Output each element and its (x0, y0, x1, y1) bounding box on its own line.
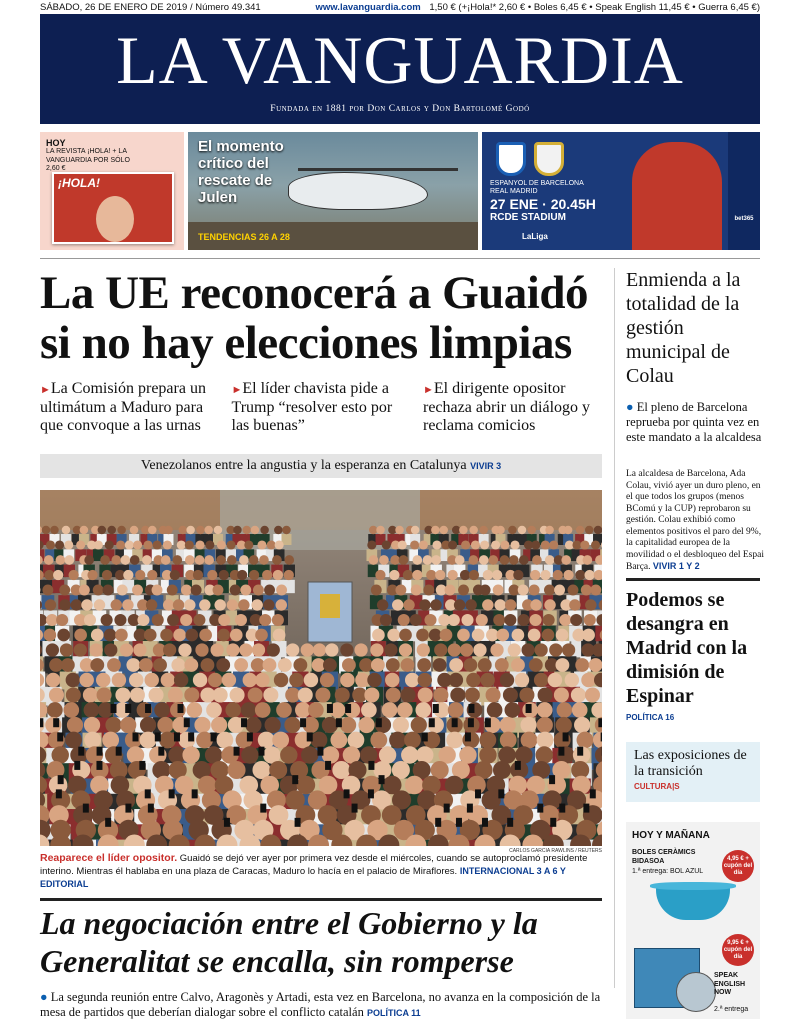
site-url[interactable]: www.lavanguardia.com (315, 1, 421, 13)
column-rule (614, 268, 615, 988)
match-date: 27 ENE · 20.45H (490, 196, 596, 212)
caption-lead: Reaparece el líder opositor. (40, 852, 178, 864)
crowd-photo-svg (40, 490, 602, 846)
photo-caption (40, 852, 602, 891)
second-text (40, 990, 602, 1019)
colau-body (626, 469, 764, 574)
offer2-sub: 2.ª entrega (714, 1006, 749, 1013)
issue-date: SÁBADO, 26 DE ENERO DE 2019 / Número 49.341 (40, 1, 261, 13)
promo-julen-title: El momento crítico del rescate de Julen (198, 138, 284, 206)
offers-box[interactable] (626, 822, 760, 1019)
divider (40, 258, 760, 259)
sponsor-strip (728, 132, 760, 250)
laliga-logo: LaLiga (522, 232, 548, 241)
second-body: La segunda reunión entre Calvo, Aragonès y Artadi, esta vez en Barcelona, no avanza en la composición de la mesa de partidos que deberían dialogar sobre el conflicto catalán (40, 990, 601, 1019)
cover-portrait (96, 196, 134, 242)
colau-headline[interactable]: Enmienda a la totalidad de la gestión municipal de Colau (626, 269, 741, 387)
podemos-headline[interactable]: Podemos se desangra en Madrid con la dimisión de Espinar (626, 589, 748, 707)
lead-bullet-text: El dirigente opositor rechaza abrir un diálogo y reclama comicios (423, 380, 591, 434)
exposiciones-headline: Las exposiciones de la transición (634, 748, 747, 779)
lead-bullet-text: El líder chavista pide a Trump “resolver esto por las buenas” (231, 380, 393, 434)
colau-body-text: La alcaldesa de Barcelona, Ada Colau, vivió ayer un duro pleno, en el que todos los grupos (menos BComú y la CUP) reprobaron su gestión. Colau exhibió como elementos positivos el paro del 9%, la capitalidad europea de la movilidad o el desbloqueo del Espai Barça. (626, 469, 764, 572)
founded-line: Fundada en 1881 por Don Carlos y Don Bartolomé Godó (270, 104, 530, 114)
dot-bullet-icon: ● (40, 990, 48, 1004)
caption-ref[interactable]: INTERNACIONAL 3 A 6 Y EDITORIAL (40, 866, 566, 889)
lead-bullet-text: La Comisión prepara un ultimátum a Maduro para que convoque a las urnas (40, 380, 206, 434)
real-madrid-badge-icon (534, 142, 564, 176)
lead-bullet (423, 380, 605, 435)
section-rule (40, 898, 602, 901)
magazine-title: ¡HOLA! (58, 176, 100, 190)
goalkeeper-image (632, 142, 722, 250)
lead-bullets (40, 380, 605, 435)
match-teams: ESPANYOL DE BARCELONA REAL MADRID (490, 180, 584, 195)
offer2-price-badge: 9,95 € + cupón del día (722, 934, 754, 966)
helicopter-image (288, 172, 428, 210)
offers-header: HOY Y MAÑANA (632, 830, 710, 841)
promo-hoy-label: HOY (46, 138, 66, 148)
top-info-strip (40, 0, 760, 14)
cd-disc-image (676, 972, 716, 1012)
triangle-bullet-icon: ► (40, 384, 51, 396)
lead-headline[interactable]: La UE reconocerá a Guaidó si no hay elecciones limpias (40, 267, 588, 369)
lead-bullet (40, 380, 222, 435)
related-story-text: Venezolanos entre la angustia y la esperanza en Catalunya (140, 458, 467, 473)
espanyol-badge-icon (496, 142, 526, 176)
masthead (40, 14, 760, 124)
offer2-title: SPEAK ENGLISH NOW (714, 972, 746, 996)
triangle-bullet-icon: ► (423, 384, 434, 396)
lead-bullet (232, 380, 414, 435)
second-headline[interactable]: La negociación entre el Gobierno y la Generalitat se encalla, sin romperse (40, 905, 538, 979)
promo-julen[interactable] (188, 132, 478, 250)
colau-bullet-text: El pleno de Barcelona reprueba por quinta vez en este mandato a la alcaldesa (626, 400, 762, 444)
second-ref[interactable]: POLÍTICA 11 (366, 1008, 421, 1018)
related-story-bar[interactable] (40, 454, 602, 478)
newspaper-logo[interactable]: LA VANGUARDIA (116, 22, 684, 98)
podemos-ref[interactable]: POLÍTICA 16 (626, 713, 675, 722)
magazine-cover-image (52, 172, 174, 244)
dot-bullet-icon: ● (626, 400, 634, 414)
price-info (315, 2, 760, 13)
caption-text: Guaidó se dejó ver ayer por primera vez desde el miércoles, cuando se autoproclamó presidente interino. Mientras él hablaba en una plaza de Caracas, Maduro lo hacía en el palacio de Miraflores. (40, 853, 588, 877)
colau-ref[interactable]: VIVIR 1 Y 2 (652, 561, 700, 571)
triangle-bullet-icon: ► (231, 384, 243, 396)
match-stadium: RCDE STADIUM (490, 212, 566, 223)
offer1-price-badge: 4,95 € + cupón del día (722, 850, 754, 882)
promo-hola-text: LA REVISTA ¡HOLA! + LA VANGUARDIA POR SÓLO 2,60 € (46, 148, 130, 172)
colau-bullet (626, 400, 764, 445)
promo-hola[interactable] (40, 132, 184, 250)
lead-photo (40, 490, 602, 846)
ceramic-bowl-rim (650, 882, 736, 890)
ceramic-bowl-image (656, 886, 730, 920)
photo-credit: CARLOS GARCIA RAWLINS / REUTERS (509, 848, 602, 854)
helicopter-rotor (298, 168, 458, 171)
prices-text: 1,50 € (+¡Hola!* 2,60 € • Boles 6,45 € • Speak English 11,45 € • Guerra 6,45 €) (429, 1, 760, 13)
related-story-ref: VIVIR 3 (470, 461, 502, 471)
offer1-sub: 1.ª entrega: BOL AZUL (632, 868, 704, 875)
section-rule (626, 578, 760, 581)
offer1-title: BOLES CERÀMICS BIDASOA (632, 849, 696, 865)
promo-julen-ref: TENDENCIAS 26 A 28 (198, 232, 290, 242)
sponsor-name: bet365 (734, 216, 754, 222)
exposiciones-box[interactable] (626, 742, 760, 802)
promo-football[interactable] (482, 132, 760, 250)
exposiciones-ref: CULTURA|S (634, 782, 680, 791)
